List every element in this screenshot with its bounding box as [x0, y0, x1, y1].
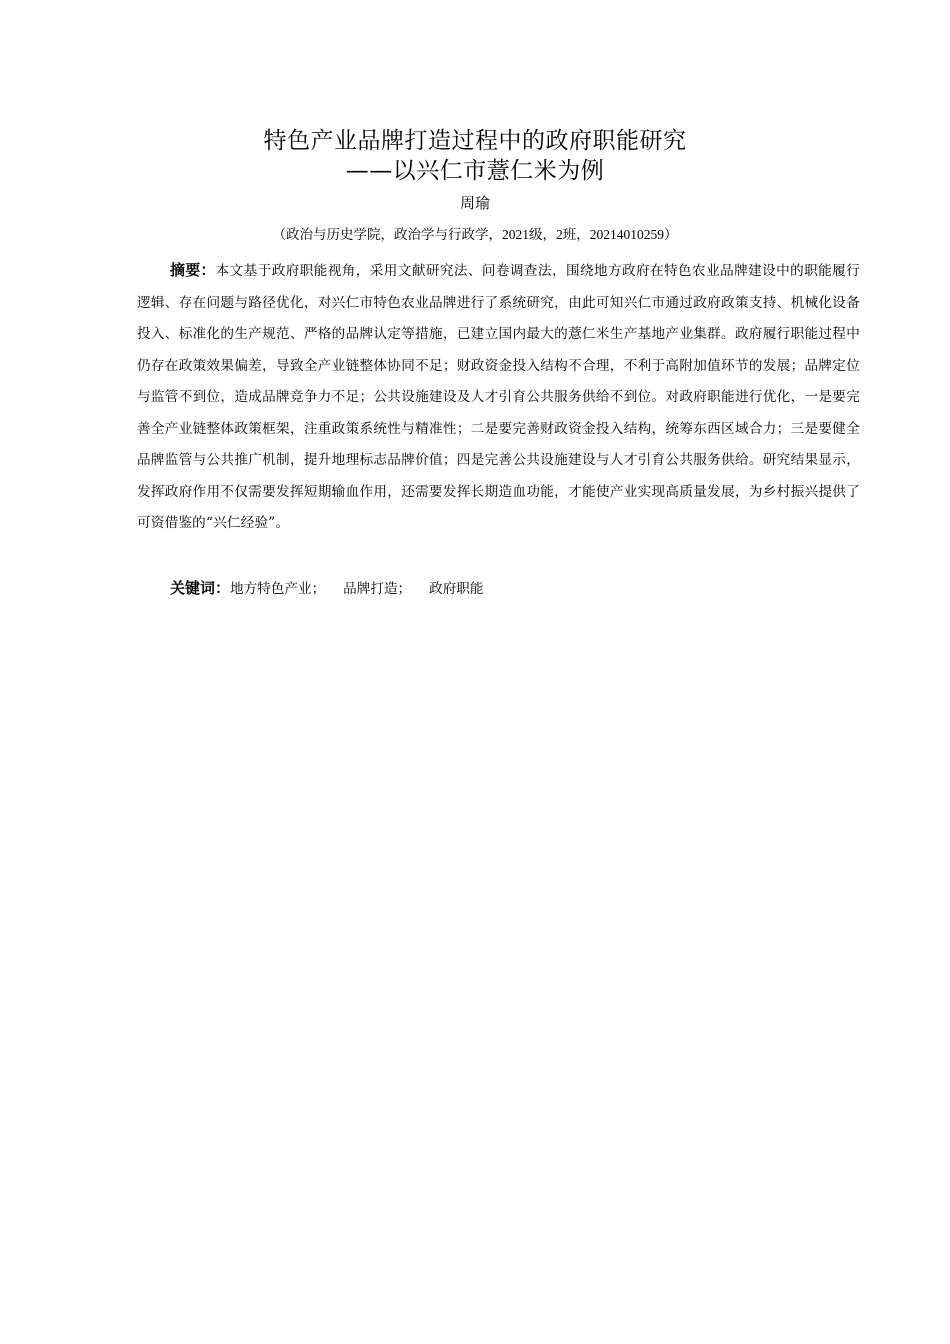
keywords-line	[170, 574, 860, 603]
author-affiliation: （政治与历史学院，政治学与行政学，2021级，2班，20214010259）	[272, 227, 678, 242]
abstract-text: 本文基于政府职能视角，采用文献研究法、问卷调查法，围绕地方政府在特色农业品牌建设中的职能履行逻辑、存在问题与路径优化，对兴仁市特色农业品牌进行了系统研究，由此可知兴仁市通过政府政策支持、机械化设备投入、标准化的生产规范、严格的品牌认定等措施，已建立国内最大的薏仁米生产基地产业集群。政府履行职能过程中仍存在政策效果偏差，导致全产业链整体协同不足；财政资金投入结构不合理，不利于高附加值环节的发展；品牌定位与监管不到位，造成品牌竞争力不足；公共设施建设及人才引育公共服务供给不到位。对政府职能进行优化，一是要完善全产业链整体政策框架，注重政策系统性与精准性；二是要完善财政资金投入结构，统筹东西区域合力；三是要健全品牌监管与公共推广机制，提升地理标志品牌价值；四是完善公共设施建设与人才引育公共服务供给。研究结果显示，发挥政府作用不仅需要发挥短期输血作用，还需要发挥长期造血功能，才能使产业实现高质量发展，为乡村振兴提供了可资借鉴的“兴仁经验”。	[137, 263, 860, 531]
keyword-item: 品牌打造；	[343, 581, 412, 597]
keyword-item: 政府职能	[429, 581, 484, 597]
keyword-item: 地方特色产业；	[230, 581, 326, 597]
author-name: 周瑜	[459, 194, 490, 212]
abstract-paragraph	[137, 255, 860, 540]
paper-subtitle: ——以兴仁市薏仁米为例	[345, 158, 605, 184]
paper-title: 特色产业品牌打造过程中的政府职能研究	[263, 128, 687, 154]
keywords-label: 关键词：	[170, 579, 231, 597]
abstract-label: 摘要：	[170, 261, 216, 279]
